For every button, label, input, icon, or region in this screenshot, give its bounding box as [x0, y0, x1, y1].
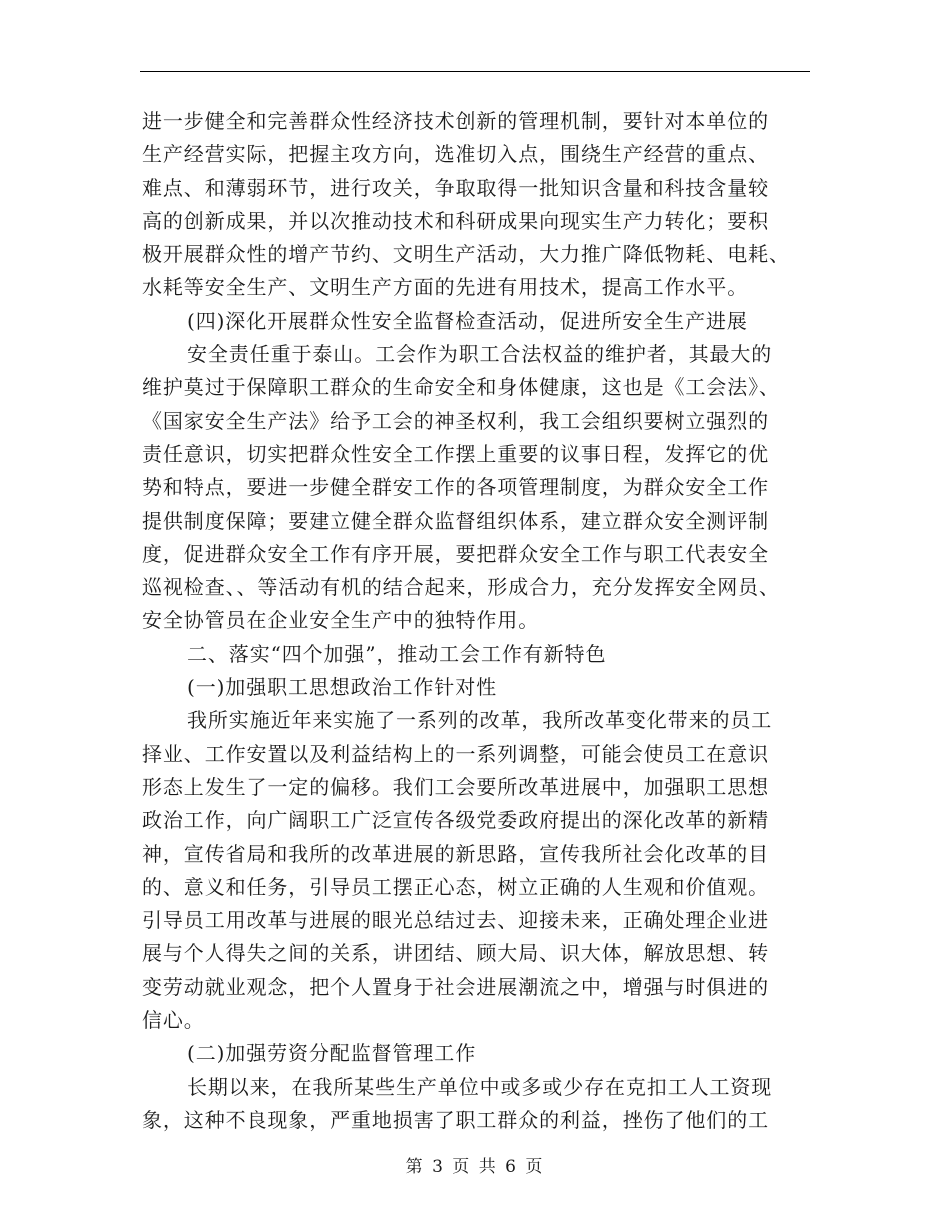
text-line: 信心。 — [142, 1008, 205, 1033]
text-line: 长期以来，在我所某些生产单位中或多或少存在克扣工人工资现 — [187, 1074, 773, 1099]
text-line: 安全责任重于泰山。工会作为职工合法权益的维护者，其最大的 — [187, 342, 773, 367]
text-line: 择业、工作安置以及利益结构上的一系列调整，可能会使员工在意识 — [142, 741, 769, 766]
text-line: 政治工作，向广阔职工广泛宣传各级党委政府提出的深化改革的新精 — [142, 808, 769, 833]
text-line: (二)加强劳资分配监督管理工作 — [187, 1041, 477, 1066]
text-line: 生产经营实际，把握主攻方向，选准切入点，围绕生产经营的重点、 — [142, 142, 769, 167]
text-line: 神，宣传省局和我所的改革进展的新思路，宣传我所社会化改革的目 — [142, 841, 769, 866]
text-line: 形态上发生了一定的偏移。我们工会要所改革进展中，加强职工思想 — [142, 774, 769, 799]
text-line: 高的创新成果，并以次推动技术和科研成果向现实生产力转化；要积 — [142, 208, 769, 233]
text-line: 维护莫过于保障职工群众的生命安全和身体健康，这也是《工会法》、 — [142, 375, 780, 400]
text-line: 引导员工用改革与进展的眼光总结过去、迎接未来，正确处理企业进 — [142, 908, 769, 933]
text-line: 安全协管员在企业安全生产中的独特作用。 — [142, 608, 540, 633]
text-line: 进一步健全和完善群众性经济技术创新的管理机制，要针对本单位的 — [142, 109, 769, 133]
text-line: 责任意识，切实把群众性安全工作摆上重要的议事日程，发挥它的优 — [142, 441, 769, 466]
text-line: 的、意义和任务，引导员工摆正心态，树立正确的人生观和价值观。 — [142, 874, 769, 899]
page-footer: 第 3 页 共 6 页 — [405, 1157, 545, 1177]
text-line: 水耗等安全生产、文明生产方面的先进有用技术，提高工作水平。 — [142, 275, 749, 300]
text-line: 二、落实“四个加强”，推动工会工作有新特色 — [187, 641, 607, 666]
text-line: 巡视检查、、等活动有机的结合起来，形成合力，充分发挥安全网员、 — [142, 575, 780, 600]
text-line: (四)深化开展群众性安全监督检查活动，促进所安全生产进展 — [187, 308, 748, 333]
text-line: 势和特点，要进一步健全群安工作的各项管理制度，为群众安全工作 — [142, 475, 769, 500]
text-line: (一)加强职工思想政治工作针对性 — [187, 675, 498, 700]
text-line: 极开展群众性的增产节约、文明生产活动，大力推广降低物耗、电耗、 — [142, 242, 790, 267]
text-line: 提供制度保障；要建立健全群众监督组织体系，建立群众安全测评制 — [142, 508, 769, 533]
text-line: 度，促进群众安全工作有序开展，要把群众安全工作与职工代表安全 — [142, 541, 769, 566]
text-line: 象，这种不良现象，严重地损害了职工群众的利益，挫伤了他们的工 — [142, 1107, 769, 1132]
text-line: 变劳动就业观念，把个人置身于社会进展潮流之中，增强与时俱进的 — [142, 974, 769, 999]
text-line: 难点、和薄弱环节，进行攻关，争取取得一批知识含量和科技含量较 — [142, 175, 769, 200]
body-text — [142, 105, 810, 1137]
text-line: 我所实施近年来实施了一系列的改革，我所改革变化带来的员工 — [187, 708, 773, 733]
text-line: 展与个人得失之间的关系，讲团结、顾大局、识大体，解放思想、转 — [142, 941, 769, 966]
header-rule — [140, 71, 810, 72]
text-line: 《国家安全生产法》给予工会的神圣权利，我工会组织要树立强烈的 — [142, 408, 769, 433]
